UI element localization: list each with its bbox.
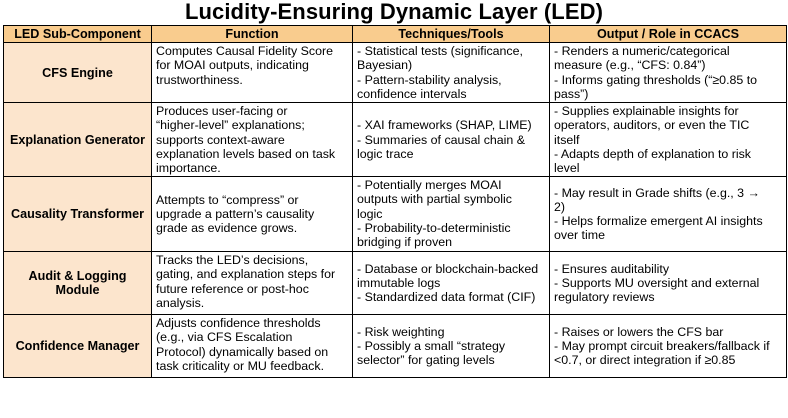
output-line: - Helps formalize emergent AI insights [554,214,763,229]
output-line: over time [554,228,605,243]
techniques-line: - Summaries of causal chain & [357,132,526,147]
output-line: itself [554,132,580,147]
component-cell: Causality Transformer [4,177,152,252]
techniques-line: outputs with partial symbolic [357,192,512,207]
output-line: - May result in Grade shifts (e.g., 3 → [554,185,760,200]
function-line: Adjusts confidence thresholds [156,316,321,331]
function-line: explanation levels based on task [156,146,336,161]
output-line: <0.7, or direct integration if ≥0.85 [554,353,736,368]
page-title: Lucidity-Ensuring Dynamic Layer (LED) [184,0,604,24]
table-row [4,43,787,103]
table-header-row [4,26,787,43]
function-line: supports context-aware [156,132,285,147]
function-cell [152,315,353,378]
function-line: analysis. [156,295,205,310]
function-line: gating, and explanation steps for [156,267,336,282]
column-header-techniques: Techniques/Tools [353,26,550,43]
techniques-line: immutable logs [357,276,441,291]
function-line: future reference or post-hoc [156,281,309,296]
table-row [4,252,787,315]
output-line: - Renders a numeric/categorical [554,44,730,59]
techniques-cell [353,103,550,177]
component-cell: CFS Engine [4,43,152,103]
function-line: (e.g., via CFS Escalation [156,330,293,345]
component-cell: Audit & Logging Module [4,252,152,315]
function-line: trustworthiness. [156,72,243,87]
techniques-line: - Statistical tests (significance, [357,44,523,59]
techniques-cell [353,43,550,103]
function-line: importance. [156,161,221,176]
output-line: regulatory reviews [554,290,655,305]
function-cell [152,43,353,103]
column-header-component: LED Sub-Component [4,26,152,43]
table-row [4,315,787,378]
techniques-line: logic [357,206,383,221]
techniques-line: - Standardized data format (CIF) [357,290,536,305]
led-table [3,25,787,378]
techniques-line: - Database or blockchain-backed [357,261,539,276]
function-line: grade as evidence grows. [156,221,298,236]
output-line: - Ensures auditability [554,261,670,276]
table-row [4,103,787,177]
column-header-function: Function [152,26,353,43]
function-line: Attempts to “compress” or [156,192,299,207]
techniques-line: - Potentially merges MOAI [357,178,502,193]
output-cell [550,315,787,378]
function-line: Produces user-facing or [156,104,288,119]
techniques-line: logic trace [357,146,414,161]
techniques-cell [353,252,550,315]
techniques-line: - XAI frameworks (SHAP, LIME) [357,118,532,133]
table-body [4,43,787,378]
output-line: - Adapts depth of explanation to risk [554,146,751,161]
output-cell [550,103,787,177]
techniques-line: confidence intervals [357,86,467,101]
techniques-line: selector” for gating levels [357,353,495,368]
output-line: operators, auditors, or even the TIC [554,118,750,133]
techniques-line: bridging if proven [357,235,453,250]
function-line: “higher-level” explanations; [156,118,305,133]
output-line: - May prompt circuit breakers/fallback if [554,339,770,354]
function-line: for MOAI outputs, indicating [156,58,309,73]
techniques-line: - Possibly a small “strategy [357,339,506,354]
output-line: - Supports MU oversight and external [554,276,760,291]
techniques-cell [353,315,550,378]
output-line: measure (e.g., “CFS: 0.84”) [554,58,706,73]
function-line: upgrade a pattern’s causality [156,207,315,222]
component-cell: Explanation Generator [4,103,152,177]
function-cell [152,177,353,252]
function-line: Computes Causal Fidelity Score [156,44,333,59]
function-cell [152,103,353,177]
techniques-line: - Risk weighting [357,324,445,339]
techniques-line: Bayesian) [357,58,413,73]
output-line: pass”) [554,86,589,101]
techniques-line: - Pattern-stability analysis, [357,72,502,87]
techniques-line: - Probability-to-deterministic [357,220,511,235]
table-row [4,177,787,252]
output-cell [550,252,787,315]
output-line: level [554,161,580,176]
output-line: - Supplies explainable insights for [554,104,739,119]
output-line: - Raises or lowers the CFS bar [554,324,724,339]
function-line: Protocol) dynamically based on [156,344,329,359]
output-line: 2) [554,200,566,215]
output-cell [550,43,787,103]
component-cell: Confidence Manager [4,315,152,378]
output-line: - Informs gating thresholds (“≥0.85 to [554,72,758,87]
function-cell [152,252,353,315]
techniques-cell [353,177,550,252]
function-line: task criticality or MU feedback. [156,358,325,373]
output-cell [550,177,787,252]
function-line: Tracks the LED’s decisions, [156,253,309,268]
column-header-output: Output / Role in CCACS [550,26,787,43]
